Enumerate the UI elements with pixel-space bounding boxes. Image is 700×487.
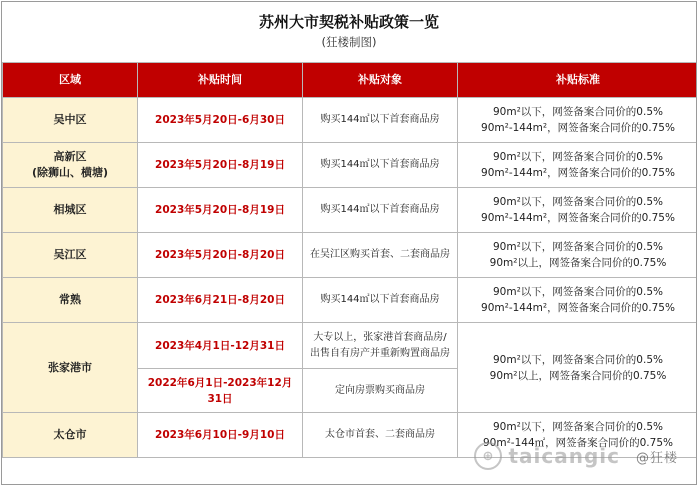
- table-row: [3, 233, 698, 278]
- standard-line-1: 90m²以下，网签备案合同价的0.5%: [493, 286, 663, 298]
- region-cell: 高新区 (除狮山、横塘): [3, 143, 138, 188]
- table-row: [3, 98, 698, 143]
- time-cell: 2023年6月21日-8月20日: [138, 278, 303, 323]
- standard-line-2: 90m²-144m²，网签备案合同价的0.75%: [481, 167, 675, 179]
- region-cell: 张家港市: [3, 323, 138, 413]
- table-row: [3, 278, 698, 323]
- table-row: [3, 323, 698, 369]
- standard-line-1: 90m²以下，网签备案合同价的0.5%: [493, 241, 663, 253]
- region-cell: 常熟: [3, 278, 138, 323]
- time-cell: 2023年5月20日-8月19日: [138, 143, 303, 188]
- standard-line-2: 90m²-144m²，网签备案合同价的0.75%: [481, 302, 675, 314]
- watermark-logo-icon: ⊕: [474, 442, 502, 470]
- standard-cell: [458, 188, 698, 233]
- time-cell: 2023年4月1日-12月31日: [138, 323, 303, 369]
- policy-table-card: [1, 1, 697, 485]
- target-cell: 购买144㎡以下首套商品房: [303, 188, 458, 233]
- subsidy-table: [2, 62, 697, 458]
- target-cell: 大专以上，张家港首套商品房/ 出售自有房产并重新购置商品房: [303, 323, 458, 369]
- page-subtitle: (狂楼制图): [321, 35, 377, 49]
- standard-cell: [458, 143, 698, 188]
- table-row: [3, 188, 698, 233]
- page-title: 苏州大市契税补贴政策一览: [258, 13, 439, 31]
- watermark-text: taicangic: [508, 444, 620, 468]
- standard-line-2: 90m²以上，网签备案合同价的0.75%: [489, 369, 667, 382]
- standard-line-1: 90m²以下，网签备案合同价的0.5%: [493, 106, 663, 118]
- time-cell: 2023年5月20日-8月19日: [138, 188, 303, 233]
- time-cell: 2023年6月10日-9月10日: [138, 413, 303, 458]
- standard-line-1: 90m²以下，网签备案合同价的0.5%: [493, 353, 663, 366]
- standard-cell: [458, 323, 698, 413]
- watermark-tag: @狂楼: [635, 450, 678, 466]
- header-region: 区域: [3, 63, 138, 98]
- region-cell: 太仓市: [3, 413, 138, 458]
- target-cell: 太仓市首套、二套商品房: [303, 413, 458, 458]
- target-cell: 购买144㎡以下首套商品房: [303, 143, 458, 188]
- watermark: [474, 442, 678, 470]
- table-row: [3, 143, 698, 188]
- header-target: 补贴对象: [303, 63, 458, 98]
- standard-line-2: 90m²-144m²，网签备案合同价的0.75%: [481, 122, 675, 134]
- time-cell: 2022年6月1日-2023年12月31日: [138, 369, 303, 413]
- standard-line-2: 90m²-144㎡，网签备案合同价的0.75%: [483, 437, 673, 449]
- header-standard: 补贴标准: [458, 63, 698, 98]
- standard-cell: [458, 278, 698, 323]
- header-time: 补贴时间: [138, 63, 303, 98]
- time-cell: 2023年5月20日-6月30日: [138, 98, 303, 143]
- standard-line-1: 90m²以下，网签备案合同价的0.5%: [493, 151, 663, 163]
- target-cell: 定向房票购买商品房: [303, 369, 458, 413]
- target-cell: 在吴江区购买首套、二套商品房: [303, 233, 458, 278]
- region-cell: 吴江区: [3, 233, 138, 278]
- standard-cell: [458, 98, 698, 143]
- region-cell: 吴中区: [3, 98, 138, 143]
- target-cell: 购买144㎡以下首套商品房: [303, 278, 458, 323]
- standard-line-1: 90m²以下，网签备案合同价的0.5%: [493, 421, 663, 433]
- standard-line-2: 90m²-144m²，网签备案合同价的0.75%: [481, 212, 675, 224]
- standard-cell: [458, 233, 698, 278]
- standard-line-1: 90m²以下，网签备案合同价的0.5%: [493, 196, 663, 208]
- time-cell: 2023年5月20日-8月20日: [138, 233, 303, 278]
- standard-line-2: 90m²以上，网签备案合同价的0.75%: [489, 257, 667, 269]
- table-header-row: [3, 63, 698, 98]
- target-cell: 购买144㎡以下首套商品房: [303, 98, 458, 143]
- region-cell: 相城区: [3, 188, 138, 233]
